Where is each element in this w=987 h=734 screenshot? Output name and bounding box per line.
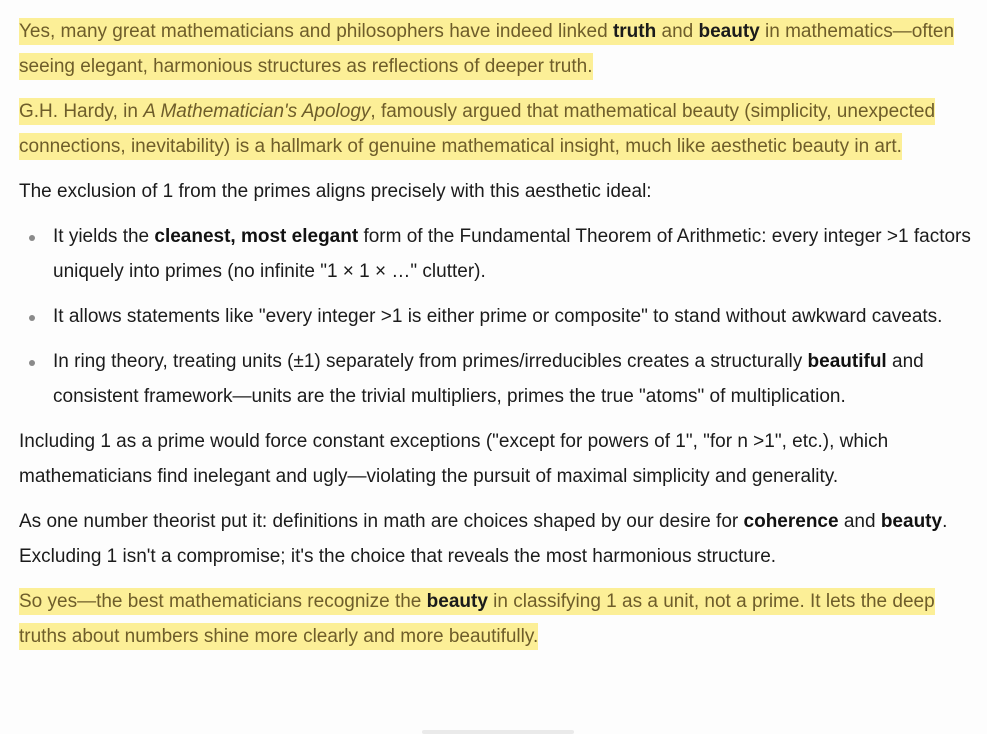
highlighted-text xyxy=(19,18,954,80)
bullet-dot xyxy=(29,315,35,321)
bullet-list xyxy=(19,219,981,414)
bold-beauty: beauty xyxy=(426,591,488,612)
book-title-italic: A Mathematician's Apology xyxy=(143,101,371,122)
paragraph-hardy xyxy=(19,94,981,164)
list-item xyxy=(19,219,981,289)
text-span: G.H. Hardy, in xyxy=(19,101,144,122)
highlighted-text xyxy=(19,588,935,650)
chat-response-message xyxy=(19,14,981,664)
text-span: in classifying 1 as a unit, not a prime. It lets the deep truths about numbers shine more clearly and more beautifully. xyxy=(19,591,935,647)
text-span: As one number theorist put it: definitions in math are choices shaped by our desire for xyxy=(19,511,744,532)
text-span: form of the Fundamental Theorem of Arithmetic: every integer >1 factors uniquely into primes (no infinite "1 × 1 × …" clutter). xyxy=(53,226,971,282)
bold-beauty: beauty xyxy=(698,21,760,42)
bold-beauty: beauty xyxy=(880,511,943,532)
text-span: and consistent framework—units are the trivial multipliers, primes the true "atoms" of multiplication. xyxy=(53,351,924,407)
text-span: and xyxy=(656,21,699,42)
paragraph-conclusion xyxy=(19,584,981,654)
text-span: It yields the xyxy=(53,226,155,247)
paragraph-exclusion-intro: The exclusion of 1 from the primes aligns precisely with this aesthetic ideal: xyxy=(19,181,652,202)
text-span: . Excluding 1 isn't a compromise; it's the choice that reveals the most harmonious structure. xyxy=(19,511,948,567)
bold-coherence: coherence xyxy=(743,511,839,532)
list-item xyxy=(19,344,981,414)
bullet-dot xyxy=(29,235,35,241)
paragraph-number-theorist xyxy=(19,504,981,574)
bold-truth: truth xyxy=(612,21,657,42)
list-item xyxy=(19,299,981,334)
text-span: in mathematics—often seeing elegant, harmonious structures as reflections of deeper truth. xyxy=(19,21,955,77)
text-span: , famously argued that mathematical beauty (simplicity, unexpected connections, inevitability) is a hallmark of genuine mathematical insight, much like aesthetic beauty in art. xyxy=(19,101,936,157)
text-span: Yes, many great mathematicians and philosophers have indeed linked xyxy=(19,21,613,42)
text-span: In ring theory, treating units (±1) separately from primes/irreducibles creates a structurally xyxy=(53,351,808,372)
highlighted-text xyxy=(19,98,935,160)
bold-phrase: cleanest, most elegant xyxy=(154,226,359,247)
paragraph-including-one: Including 1 as a prime would force constant exceptions ("except for powers of 1", "for n >1", etc.), which mathematicians find inelegant and ugly—violating the pursuit of maximal simplicity and generality. xyxy=(19,431,889,487)
bullet-dot xyxy=(29,360,35,366)
bold-phrase: beautiful xyxy=(807,351,887,372)
text-span: It allows statements like "every integer >1 is either prime or composite" to stand without awkward caveats. xyxy=(53,306,943,327)
paragraph-truth-beauty xyxy=(19,14,981,84)
text-span: and xyxy=(838,511,881,532)
horizontal-scrollbar[interactable] xyxy=(422,730,574,734)
text-span: So yes—the best mathematicians recognize the xyxy=(19,591,427,612)
